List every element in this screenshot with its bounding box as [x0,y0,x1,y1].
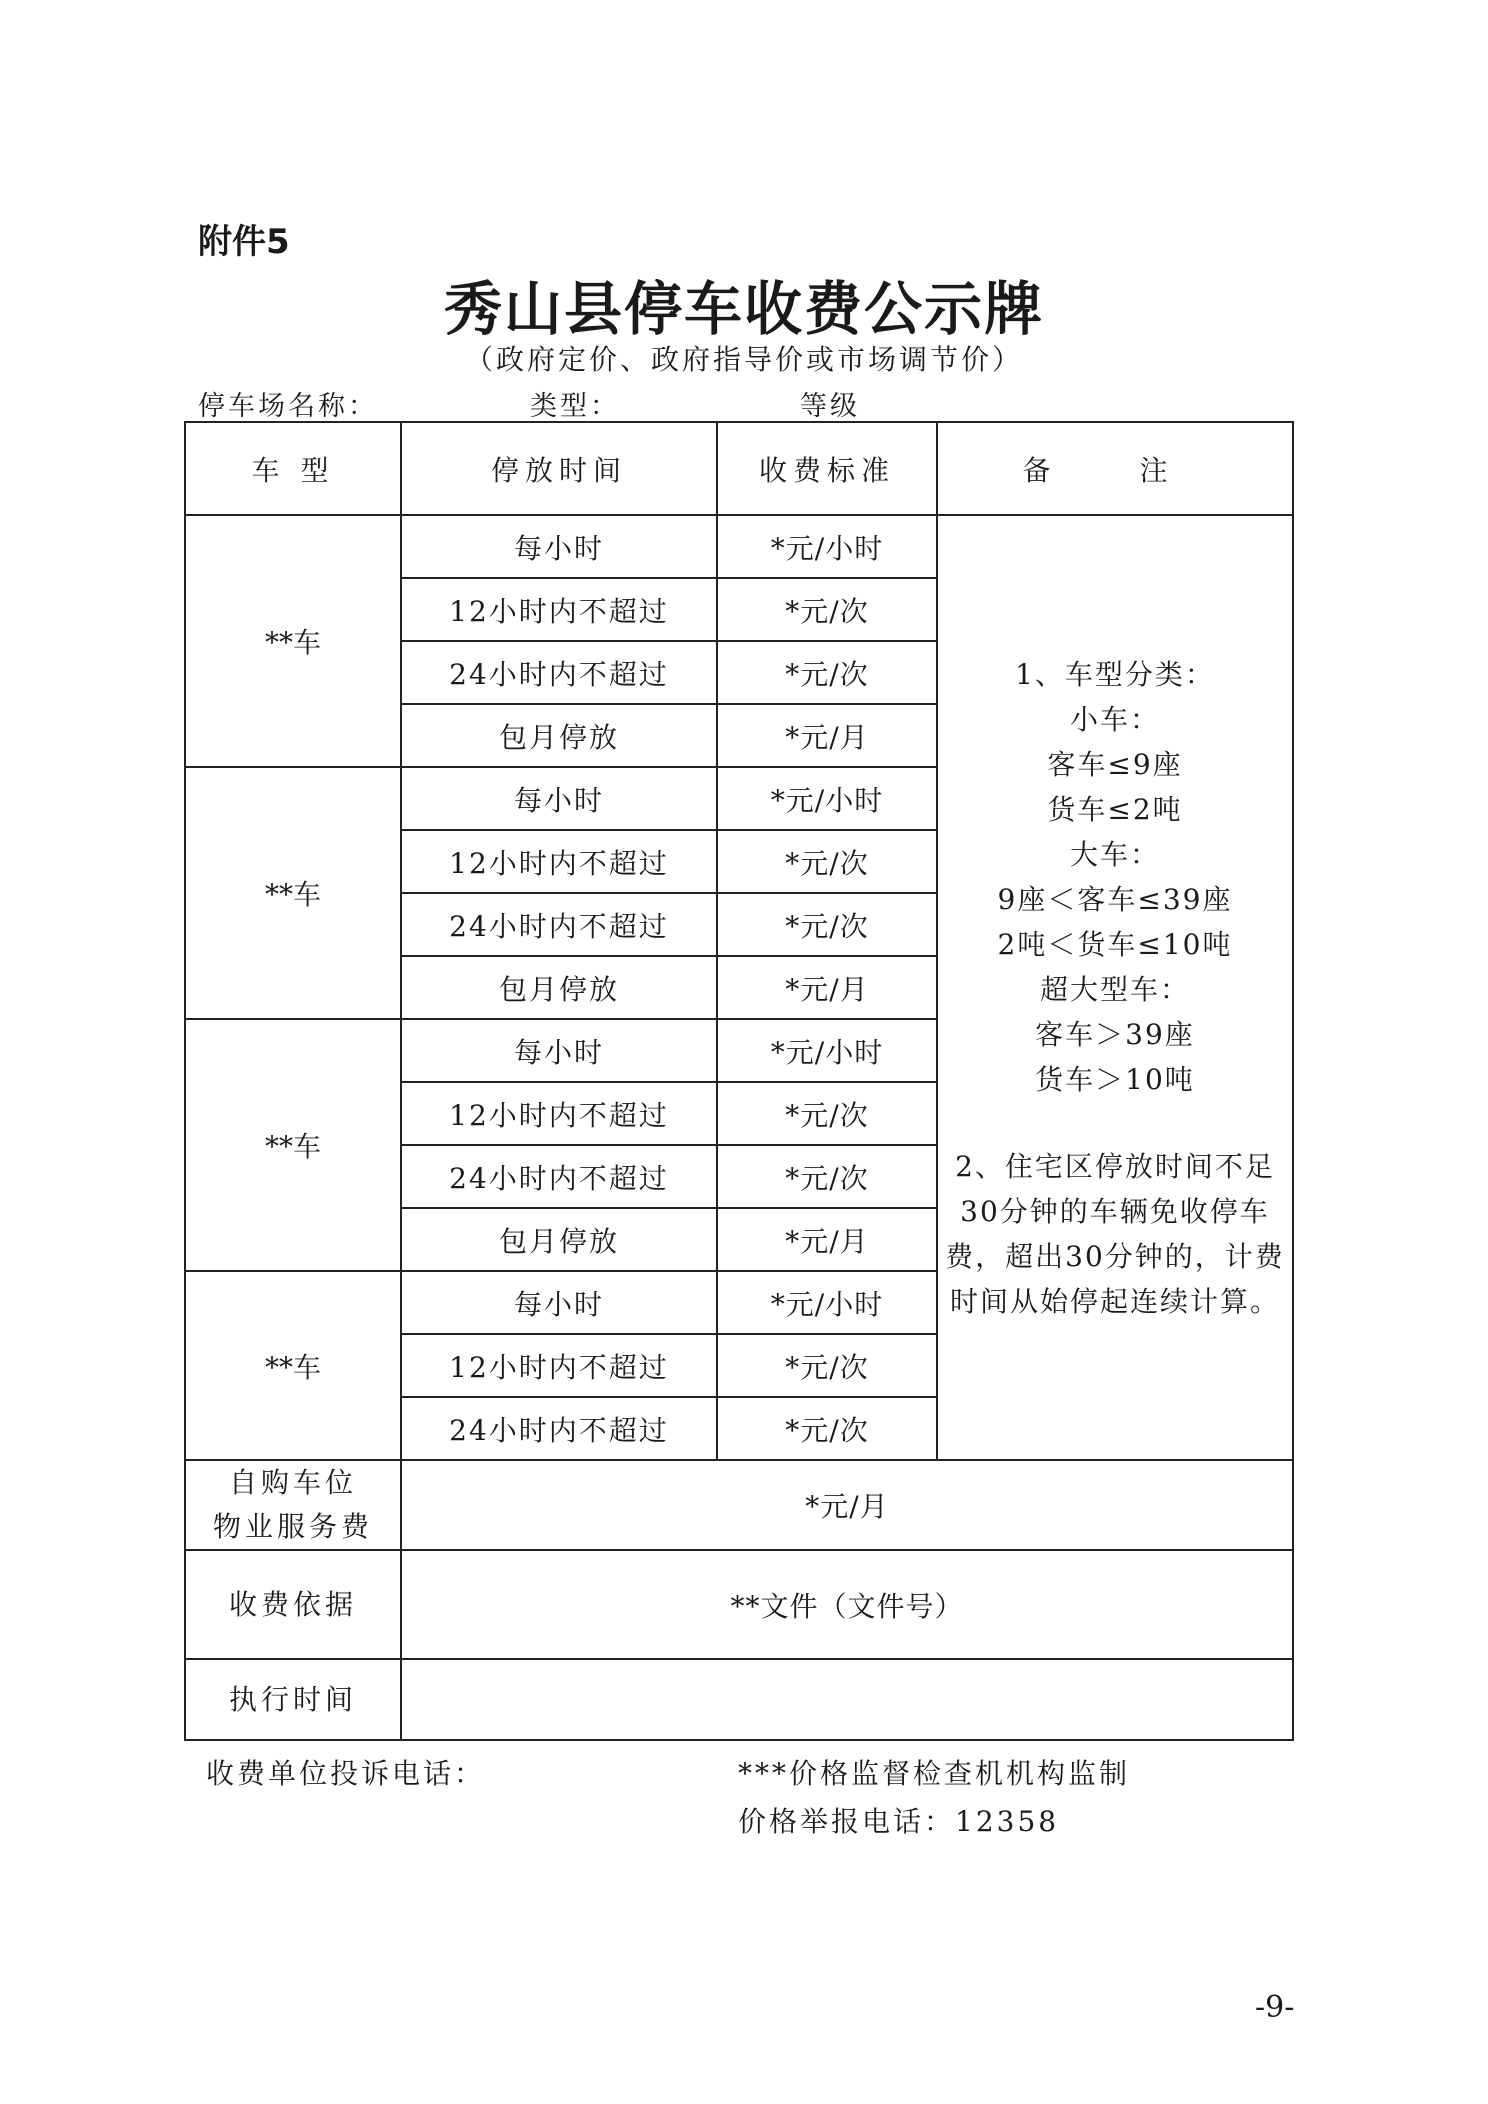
page-number: -9- [1255,1990,1295,2025]
fee-cell: *元/月 [717,704,937,767]
page-subtitle: （政府定价、政府指导价或市场调节价） [464,343,1023,376]
self-parking-fee: *元/月 [401,1460,1293,1550]
remark-line: 超大型车： [1039,972,1190,1006]
price-hotline: 价格举报电话：12358 [738,1805,1060,1838]
remark-line: 9座＜客车≤39座 [997,882,1233,916]
duration-cell: 包月停放 [401,704,717,767]
supervision-note: ***价格监督检查机机构监制 [738,1757,1131,1790]
complaint-phone-label: 收费单位投诉电话： [206,1757,486,1790]
exec-time-row [185,1659,1293,1740]
remark-line: 客车＞39座 [1035,1017,1195,1051]
duration-cell: 包月停放 [401,956,717,1019]
exec-time-label: 执行时间 [185,1659,401,1740]
type-label: 类型： [530,391,620,422]
header-duration: 停放时间 [401,422,717,515]
header-remarks: 备 注 [937,422,1293,515]
fee-cell: *元/次 [717,1145,937,1208]
fee-cell: *元/次 [717,830,937,893]
attachment-label: 附件5 [198,222,290,262]
fee-table [184,421,1294,1741]
vehicle-type-cell: **车 [185,515,401,767]
duration-cell: 24小时内不超过 [401,1145,717,1208]
self-parking-label-line: 自购车位 [228,1466,357,1499]
remarks-cell [937,515,1293,1460]
fee-cell: *元/小时 [717,767,937,830]
remark-line: 1、车型分类： [1015,657,1215,691]
page-title: 秀山县停车收费公示牌 [443,275,1044,343]
vehicle-type-cell: **车 [185,767,401,1019]
fee-cell: *元/月 [717,1208,937,1271]
fee-cell: *元/次 [717,893,937,956]
exec-time-value [401,1659,1293,1740]
basis-label: 收费依据 [185,1550,401,1659]
duration-cell: 24小时内不超过 [401,641,717,704]
duration-cell: 12小时内不超过 [401,830,717,893]
self-parking-row [185,1460,1293,1550]
duration-cell: 12小时内不超过 [401,578,717,641]
grade-label: 等级 [800,391,860,422]
header-fee-standard: 收费标准 [717,422,937,515]
remark-line: 货车≤2吨 [1047,792,1183,826]
duration-cell: 每小时 [401,1271,717,1334]
duration-cell: 24小时内不超过 [401,1397,717,1460]
remark-note-line: 2、住宅区停放时间不足 [955,1149,1275,1183]
fee-cell: *元/次 [717,1397,937,1460]
lot-name-label: 停车场名称： [198,391,378,422]
remark-note-line: 30分钟的车辆免收停车 [960,1194,1270,1228]
fee-row [185,515,1293,578]
remark-spacer [938,1102,1292,1144]
remark-note-line: 时间从始停起连续计算。 [949,1284,1280,1318]
fee-cell: *元/小时 [717,1271,937,1334]
duration-cell: 24小时内不超过 [401,893,717,956]
self-parking-label [185,1460,401,1550]
fee-cell: *元/次 [717,578,937,641]
fee-cell: *元/次 [717,641,937,704]
remark-line: 货车＞10吨 [1035,1062,1195,1096]
remark-line: 小车： [1069,702,1160,736]
duration-cell: 12小时内不超过 [401,1334,717,1397]
fee-cell: *元/小时 [717,1019,937,1082]
remark-note-line: 费，超出30分钟的，计费 [945,1239,1285,1273]
duration-cell: 每小时 [401,1019,717,1082]
fee-cell: *元/小时 [717,515,937,578]
remark-line: 2吨＜货车≤10吨 [997,927,1233,961]
fee-cell: *元/次 [717,1082,937,1145]
duration-cell: 12小时内不超过 [401,1082,717,1145]
remark-line: 客车≤9座 [1047,747,1183,781]
basis-value: **文件（文件号） [401,1550,1293,1659]
basis-row [185,1550,1293,1659]
fee-cell: *元/次 [717,1334,937,1397]
remark-line: 大车： [1069,837,1160,871]
self-parking-label-line: 物业服务费 [212,1510,373,1543]
fee-cell: *元/月 [717,956,937,1019]
vehicle-type-cell: **车 [185,1271,401,1460]
header-vehicle-type: 车 型 [185,422,401,515]
vehicle-type-cell: **车 [185,1019,401,1271]
header-row [185,422,1293,515]
duration-cell: 包月停放 [401,1208,717,1271]
duration-cell: 每小时 [401,767,717,830]
duration-cell: 每小时 [401,515,717,578]
